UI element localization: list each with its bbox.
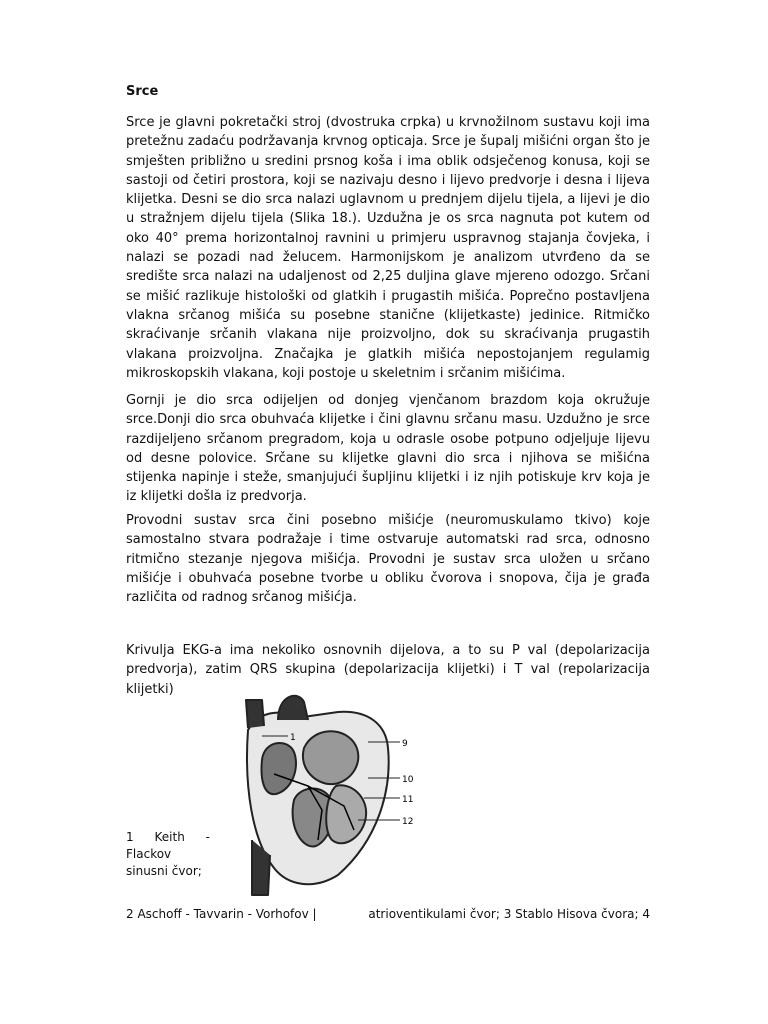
paragraph-2: Gornji je dio srca odijeljen od donjeg vjenčanom brazdom koja okružuje srce.Donji dio srca obuhvaća klijetke i čini glavnu srčanu masu. Uzdužno je srce razdijeljeno srčanom pregradom, koja u odrasle osobe potpuno odjeljuje lijevu od desne polovice. Srčane su klijetke glavni dio srca i njihova se mišićna stijenka napinje i steže, smanjujući šupljinu klijetki i iz njih potiskuje krv koja je iz klijetki došla iz predvorja.: [126, 393, 650, 505]
figure-caption-bottom: [126, 906, 650, 923]
figure-label-1: 1: [290, 733, 296, 743]
document-title: Srce: [126, 84, 159, 99]
paragraph-4: Krivulja EKG-a ima nekoliko osnovnih dijelova, a to su P val (depolarizacija predvorja), zatim QRS skupina (depolarizacija klijetki) i T val (repolarizacija klijetki): [126, 643, 650, 697]
figure-caption-left: 1 Keith - Flackov sinusni čvor;: [126, 830, 210, 878]
paragraph-3: Provodni sustav srca čini posebno mišićje (neuromuskulamo tkivo) koje samostalno stvara podražaje i time ostvaruje automatski rad srca, odnosno ritmično stezanje njegova mišićja. Provodni je sustav srca uložen u srčano mišićje i obuhvaća posebne tvorbe u obliku čvorova i snopova, čija je građa različita od radnog srčanog mišićja.: [126, 513, 650, 606]
figure-label-12: 12: [402, 817, 414, 827]
figure-label-9: 9: [402, 739, 408, 749]
caption-bottom-right: atrioventikulami čvor; 3 Stablo Hisova čvora; 4: [368, 907, 650, 921]
figure-label-11: 11: [402, 795, 414, 805]
paragraph-1: Srce je glavni pokretački stroj (dvostruka crpka) u krvnožilnom sustavu koji ima pretežnu zadaću podržavanja krvnog opticaja. Srce je šupalj mišićni organ što je smješten približno u sredini prsnog koša i ima oblik odsječenog konusa, koji se sastoji od četiri prostora, koji se nazivaju desno i lijevo predvorje i desna i lijeva klijetka. Desni se dio srca nalazi uglavnom u prednjem dijelu tijela, a lijevi je dio u stražnjem dijelu tijela (Slika 18.). Uzdužna je os srca nagnuta pot kutem od oko 40° prema horizontalnoj ravnini u primjeru uspravnog stajanja čovjeka, i nalazi se pozadi nad želucem. Harmonijskom je analizom utvrđeno da se središte srca nalazi na udaljenost od 2,25 duljina glave mjereno odozgo. Srčani se mišić razlikuje histološki od glatkih i prugastih mišića. Poprečno postavljena vlakna srčanog mišića su posebne stanične (klijetkaste) jedinice. Ritmičko skraćivanje srčanih vlakana nije proizvoljno, dok su skraćivanja prugastih vlakana proizvoljna. Značajka je glatkih mišića nepostojanjem regulamig mikroskopskih vlakana, koji postoje u skeletnim i srčanim mišićima.: [126, 115, 650, 381]
figure-label-10: 10: [402, 775, 414, 785]
heart-conduction-diagram: [218, 690, 418, 900]
caption-bottom-left: 2 Aschoff - Tavvarin - Vorhofov |: [126, 907, 317, 921]
